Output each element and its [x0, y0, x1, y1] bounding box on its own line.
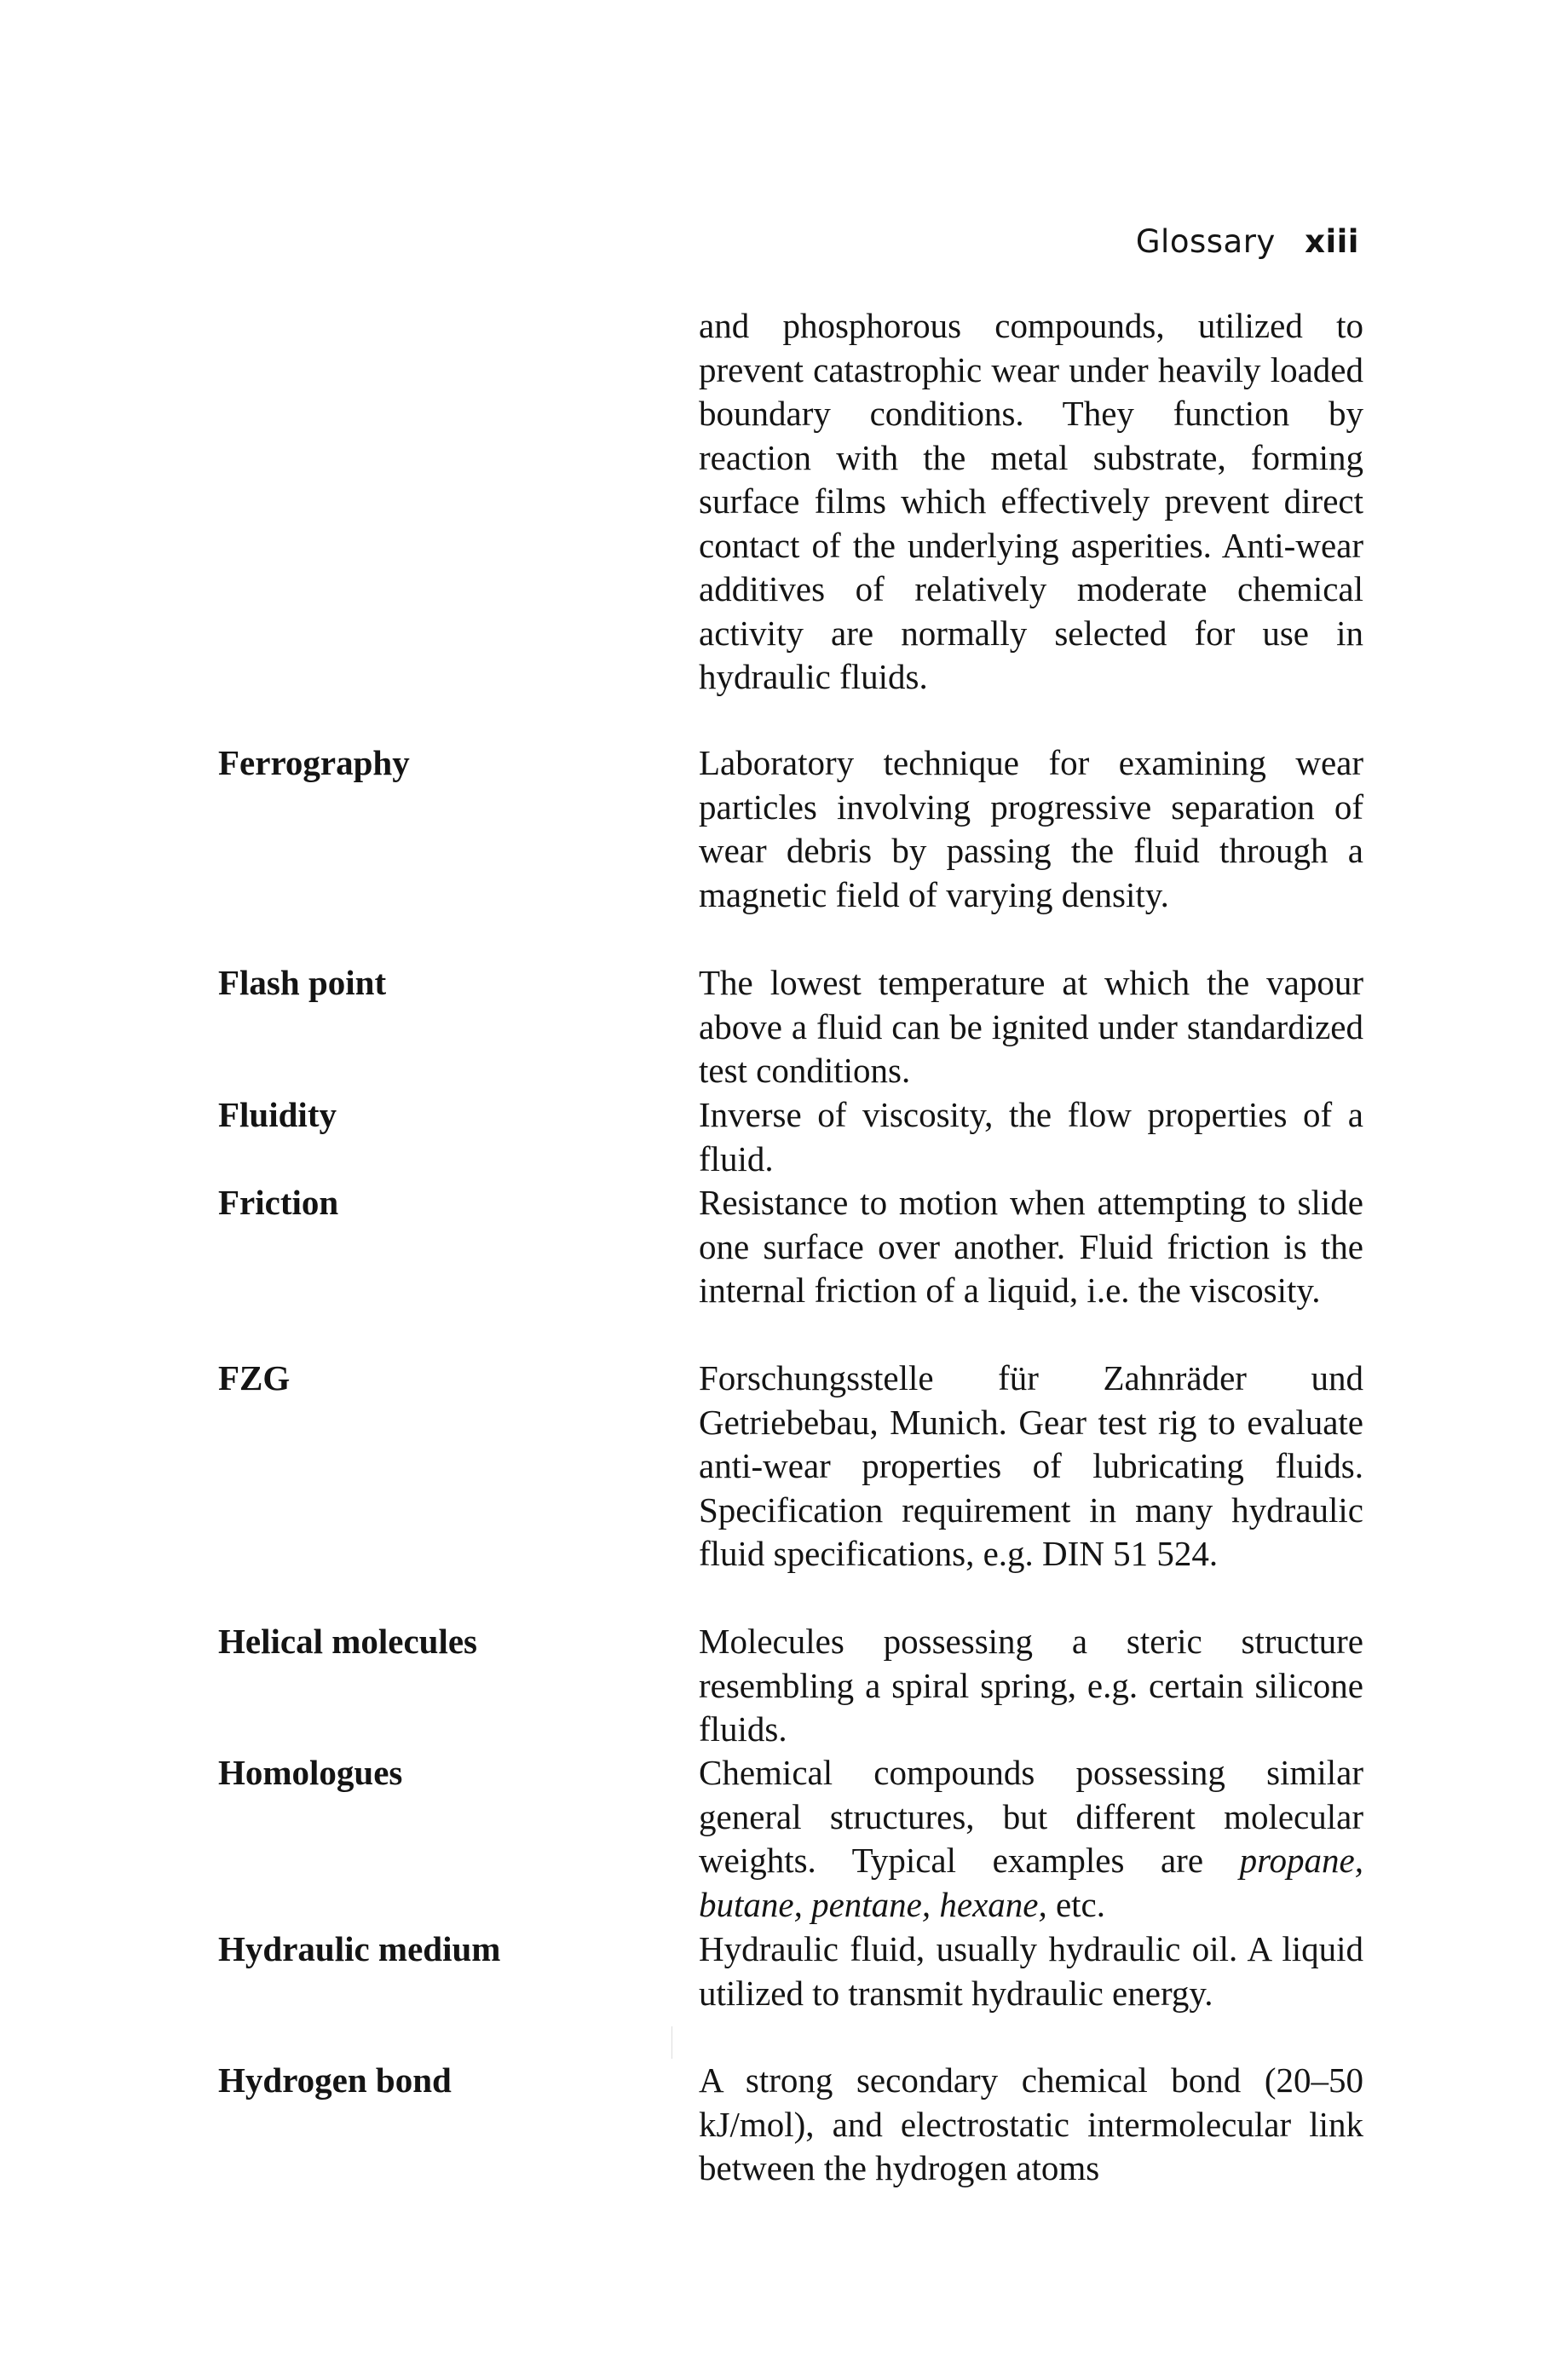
glossary-definition: Laboratory technique for examining wear particles involving progressive separation of wear debris by passing the fluid through a magnetic field of varying density. — [699, 743, 1363, 914]
glossary-definition: Molecules possessing a steric structure resembling a spiral spring, e.g. certain silicone fluids. — [699, 1622, 1363, 1749]
margin-mark — [671, 2026, 672, 2059]
continued-definition: and phosphorous compounds, utilized to prevent catastrophic wear under heavily loaded boundary conditions. They function by reaction with the metal substrate, forming surface films which effectively prevent direct contact of the underlying asperities. Anti-wear additives of relatively moderate chemical activity are normally selected for use in hydraulic fluids. — [699, 306, 1363, 696]
page-number: xiii — [1305, 223, 1359, 260]
glossary-term: Hydraulic medium — [218, 1929, 501, 1968]
definition-text: Chemical compounds possessing similar general structures, but different molecular weights. Typical examples are — [699, 1753, 1363, 1880]
glossary-definition — [699, 1751, 1363, 1927]
glossary-term: Friction — [218, 1183, 339, 1222]
definition-text-end: etc. — [1046, 1884, 1106, 1924]
glossary-definition: Inverse of viscosity, the flow properties of a fluid. — [699, 1095, 1363, 1178]
running-head-section: Glossary — [1135, 223, 1276, 260]
glossary-term: Homologues — [218, 1753, 403, 1792]
glossary-term: Fluidity — [218, 1095, 337, 1134]
glossary-term: Helical molecules — [218, 1622, 477, 1661]
glossary-term: Ferrography — [218, 743, 410, 782]
glossary-definition: A strong secondary chemical bond (20–50 kJ/mol), and electrostatic intermolecular link between the hydrogen atoms — [699, 2060, 1363, 2187]
running-head — [1136, 223, 1359, 260]
definition-examples: propane, butane, pentane, hexane, — [699, 1841, 1363, 1924]
glossary-definition: Hydraulic fluid, usually hydraulic oil. A liquid utilized to transmit hydraulic energy. — [699, 1929, 1363, 2013]
glossary-definition: The lowest temperature at which the vapour above a fluid can be ignited under standardized test conditions. — [699, 963, 1363, 1090]
glossary-term: Hydrogen bond — [218, 2060, 452, 2100]
glossary-definition: Resistance to motion when attempting to slide one surface over another. Fluid friction is the internal friction of a liquid, i.e. the viscosity. — [699, 1183, 1363, 1310]
glossary-term: FZG — [218, 1358, 291, 1397]
glossary-definition: Forschungsstelle für Zahnräder und Getriebebau, Munich. Gear test rig to evaluate anti-wear properties of lubricating fluids. Specification requirement in many hydraulic fluid specifications, e.g. DIN 51 524. — [699, 1358, 1363, 1573]
glossary-term: Flash point — [218, 963, 387, 1002]
